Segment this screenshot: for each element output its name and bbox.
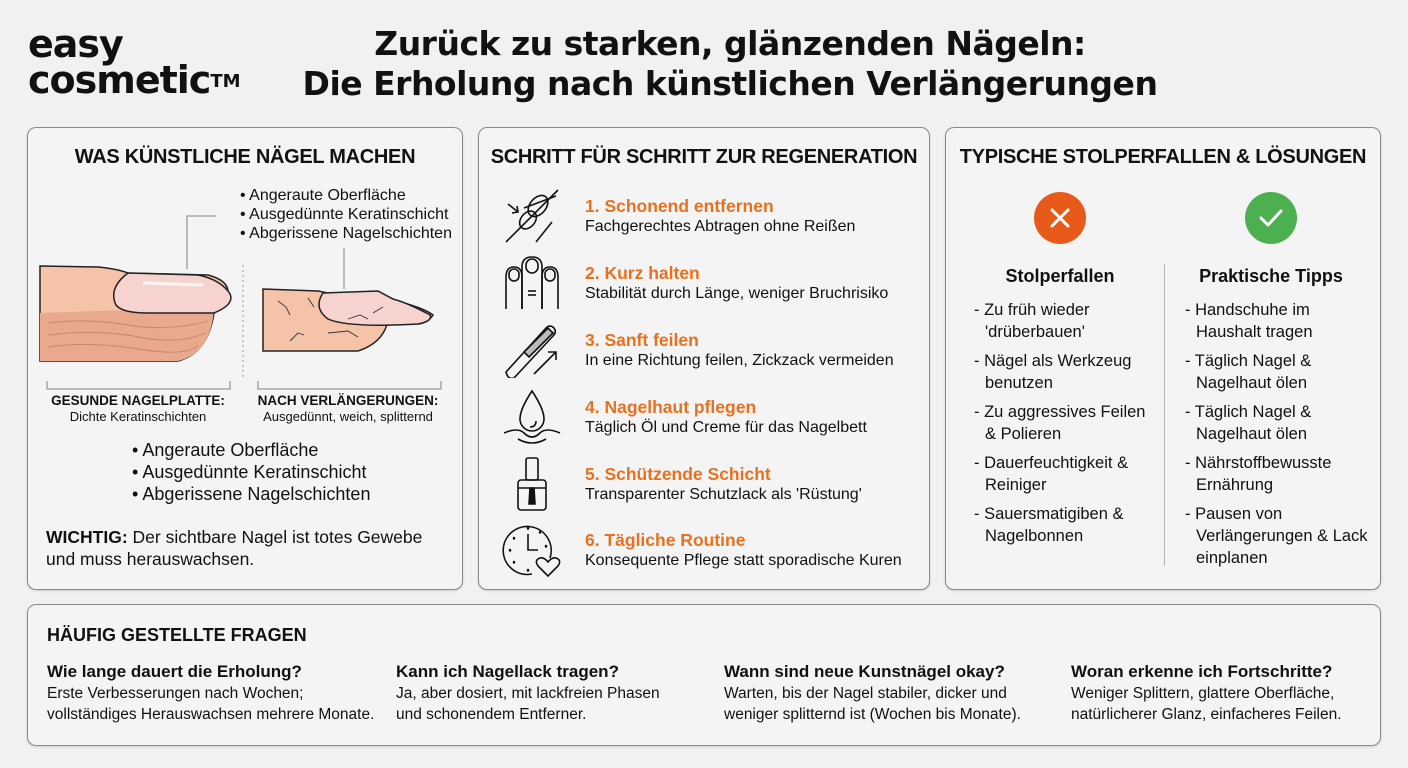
step-desc: Transparenter Schutzlack als 'Rüstung' xyxy=(585,485,862,503)
panel-artificial-nails-effects xyxy=(27,127,463,590)
brand-line2: cosmetic xyxy=(28,58,211,102)
tip-item: - Pausen von Verlängerungen & Lack einplanen xyxy=(1185,505,1368,567)
faq-title: HÄUFIG GESTELLTE FRAGEN xyxy=(47,625,307,645)
healthy-label: GESUNDE NAGELPLATTE: xyxy=(51,393,225,408)
step-item xyxy=(499,317,919,384)
panel-title: WAS KÜNSTLICHE NÄGEL MACHEN xyxy=(74,146,416,168)
callout-bullet: • Abgerissene Nagelschichten xyxy=(240,224,452,243)
tips-list xyxy=(1171,299,1371,569)
after-label: NACH VERLÄNGERUNGEN: xyxy=(257,393,439,408)
tip-item: - Handschuhe im Haushalt tragen xyxy=(1185,301,1313,341)
panel-title: SCHRITT FÜR SCHRITT ZUR REGENERATION xyxy=(490,146,918,168)
callout-bullet: • Ausgedünnte Keratinschicht xyxy=(240,205,452,224)
tip-item: - Nährstoffbewusste Ernährung xyxy=(1185,454,1332,494)
nail-polish-icon xyxy=(499,454,565,514)
pitfalls-heading: Stolperfallen xyxy=(1005,266,1115,286)
tip-item: - Täglich Nagel & Nagelhaut ölen xyxy=(1185,403,1312,443)
important-note xyxy=(46,526,456,570)
healthy-desc: Dichte Keratinschichten xyxy=(69,409,207,424)
panel-regeneration-steps xyxy=(478,127,930,590)
panel-pitfalls-solutions xyxy=(945,127,1381,590)
title-line1: Zurück zu starken, glänzenden Nägeln: xyxy=(374,24,1086,63)
step-desc: Fachgerechtes Abtragen ohne Reißen xyxy=(585,218,856,236)
important-text: Der sichtbare Nagel ist totes Gewebe und muss herauswachsen. xyxy=(46,527,423,569)
step-desc: In eine Richtung feilen, Zickzack vermeiden xyxy=(585,351,894,369)
step-item xyxy=(499,450,919,517)
panel-faq xyxy=(27,604,1381,746)
short-nails-icon xyxy=(499,253,565,313)
page-title xyxy=(300,24,1160,104)
tip-item: - Täglich Nagel & Nagelhaut ölen xyxy=(1185,352,1312,392)
step-item xyxy=(499,183,919,250)
faq-question: Wann sind neue Kunstnägel okay? xyxy=(724,662,1005,681)
title-line2: Die Erholung nach künstlichen Verlängerungen xyxy=(302,64,1158,103)
effects-bullets xyxy=(132,439,370,505)
tips-heading: Praktische Tipps xyxy=(1199,266,1343,286)
faq-answer: Ja, aber dosiert, mit lackfreien Phasen und schonendem Entferner. xyxy=(396,685,660,723)
step-item xyxy=(499,250,919,317)
step-title: 2. Kurz halten xyxy=(585,263,700,284)
oil-drop-icon xyxy=(499,387,565,447)
trademark: TM xyxy=(210,71,241,92)
brand-line1: easy xyxy=(28,22,123,66)
faq-question: Woran erkenne ich Fortschritte? xyxy=(1071,662,1333,681)
effect-bullet: • Ausgedünnte Keratinschicht xyxy=(132,461,370,483)
panel-title: TYPISCHE STOLPERFALLEN & LÖSUNGEN xyxy=(959,146,1367,168)
steps-list xyxy=(499,183,919,584)
faq-answer: Warten, bis der Nagel stabiler, dicker und weniger splitternd ist (Wochen bis Monate). xyxy=(724,685,1021,723)
nail-file-icon xyxy=(499,320,565,380)
faq-question: Kann ich Nagellack tragen? xyxy=(396,662,619,681)
step-desc: Konsequente Pflege statt sporadische Kuren xyxy=(585,552,902,570)
step-title: 5. Schützende Schicht xyxy=(585,463,771,484)
effect-bullet: • Abgerissene Nagelschichten xyxy=(132,483,370,505)
faq-item xyxy=(47,661,387,725)
faq-question: Wie lange dauert die Erholung? xyxy=(47,662,302,681)
pitfalls-list xyxy=(960,299,1160,547)
step-title: 4. Nagelhaut pflegen xyxy=(585,396,757,417)
effect-bullet: • Angeraute Oberfläche xyxy=(132,439,370,461)
pitfall-item: - Dauerfeuchtigkeit & Reiniger xyxy=(974,454,1129,494)
step-title: 1. Schonend entfernen xyxy=(585,196,774,217)
step-title: 3. Sanft feilen xyxy=(585,329,699,350)
pitfall-item: - Zu aggressives Feilen & Polieren xyxy=(974,403,1146,443)
healthy-caption xyxy=(42,393,234,425)
pitfall-item: - Sauersmatigiben & Nagelbonnen xyxy=(974,505,1124,545)
faq-item xyxy=(1071,661,1371,725)
step-item xyxy=(499,517,919,584)
important-label: WICHTIG: xyxy=(46,527,128,547)
faq-answer: Weniger Splittern, glattere Oberfläche, natürlicherer Glanz, einfacheres Feilen. xyxy=(1071,685,1342,723)
step-title: 6. Tägliche Routine xyxy=(585,530,746,551)
pitfall-item: - Zu früh wieder 'drüberbauen' xyxy=(974,301,1090,341)
nail-removal-icon xyxy=(499,186,565,246)
step-desc: Täglich Öl und Creme für das Nagelbett xyxy=(585,418,867,436)
pitfall-item: - Nägel als Werkzeug benutzen xyxy=(974,352,1132,392)
column-divider xyxy=(1164,264,1165,566)
faq-answer: Erste Verbesserungen nach Wochen; vollständiges Herauswachsen mehrere Monate. xyxy=(47,685,375,723)
after-desc: Ausgedünnt, weich, splitternd xyxy=(263,409,433,424)
x-circle-icon xyxy=(1034,192,1086,244)
nail-comparison-illustration xyxy=(28,203,464,393)
clock-heart-icon xyxy=(499,520,565,580)
brand-logo xyxy=(28,22,241,102)
step-item xyxy=(499,383,919,450)
step-desc: Stabilität durch Länge, weniger Bruchrisiko xyxy=(585,285,889,303)
pitfalls-column xyxy=(960,188,1160,554)
faq-item xyxy=(724,661,1044,725)
check-circle-icon xyxy=(1245,192,1297,244)
after-caption xyxy=(252,393,444,425)
callout-bullet: • Angeraute Oberfläche xyxy=(240,186,452,205)
tips-column xyxy=(1171,188,1371,576)
faq-item xyxy=(396,661,686,725)
